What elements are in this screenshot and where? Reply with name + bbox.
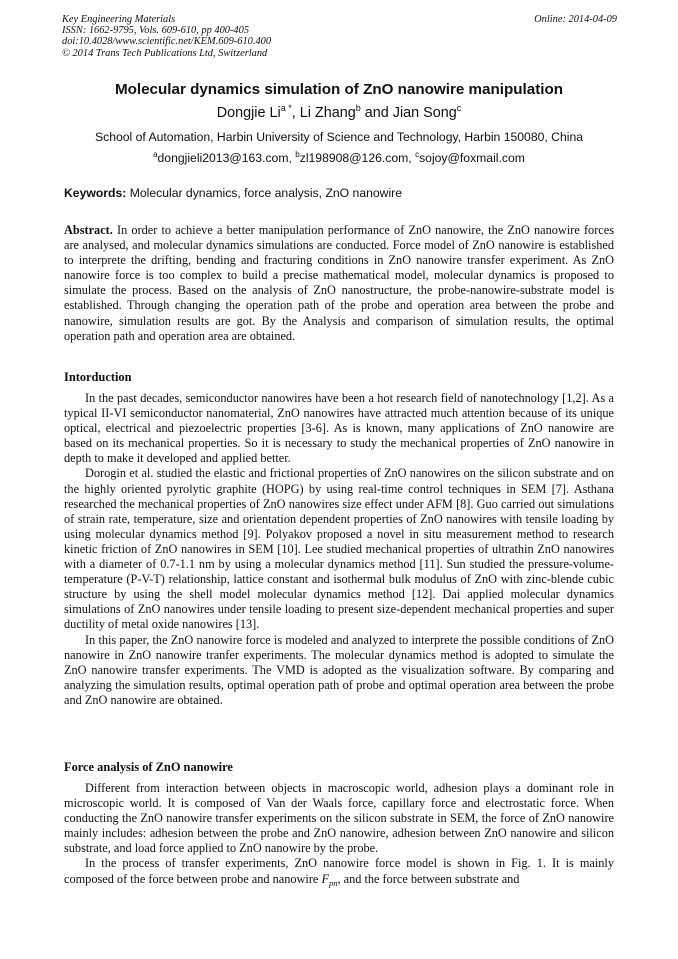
paragraph-text: In the process of transfer experiments, ZnO nanowire force model is shown in Fig. 1. It is mainly composed of the force between probe and nanowire <box>64 856 614 886</box>
section-heading-introduction: Intorduction <box>64 370 132 384</box>
paragraph: Dorogin et al. studied the elastic and frictional properties of ZnO nanowires on the silicon substrate and on the highly oriented pyrolytic graphite (HOPG) by using real-time control techniques in SEM [7]. Asthana researched the mechanical properties of ZnO nanowires size effect under AFM [8]. Guo carried out simulations of strain rate, temperature, size and orientation dependent properties of ZnO nanowires with tensile loading by using molecular dynamics method [9]. Polyakov proposed a novel in situ measurement method to research kinetic friction of ZnO nanowires in SEM [10]. Lee studied mechanical properties of ultrathin ZnO nanowires with a diameter of 0.7-1.1 nm by using a molecular dynamics method [11]. Sun studied the pressure-volume-temperature (P-V-T) relationship, lattice constant and isothermal bulk modulus of ZnO with zinc-blende cubic structure by using the shell model molecular dynamics method [12]. Dai applied molecular dynamics simulations of ZnO nanowires under tensile loading to present size-dependent mechanical properties and super ductility of metal oxide nanowires [13]. <box>64 466 614 632</box>
email-line <box>0 150 678 165</box>
email-mark: a <box>153 150 158 159</box>
email-address: sojoy@foxmail.com <box>419 151 525 165</box>
force-symbol: F <box>321 871 329 886</box>
issn-line: ISSN: 1662-9795, Vols. 609-610, pp 400-405 <box>62 25 250 37</box>
copyright-line: © 2014 Trans Tech Publications Ltd, Switzerland <box>62 47 268 59</box>
introduction-section <box>64 391 614 708</box>
section-heading-force-analysis: Force analysis of ZnO nanowire <box>64 760 233 774</box>
author-affil-mark: b <box>355 103 361 113</box>
force-analysis-section <box>64 781 614 891</box>
author-separator: and <box>360 105 393 121</box>
keywords <box>64 186 402 200</box>
paper-title: Molecular dynamics simulation of ZnO nanowire manipulation <box>114 81 564 98</box>
affiliation: School of Automation, Harbin University of Science and Technology, Harbin 150080, China <box>94 130 583 144</box>
author-line <box>0 103 678 121</box>
journal-header <box>62 14 617 59</box>
paragraph: Different from interaction between objects in macroscopic world, adhesion plays a dominant role in microscopic world. It is composed of Van der Waals force, capillary force and electrostatic force. When conducting the ZnO nanowire transfer experiments on the silicon substrate in SEM, the force of ZnO nanowire mainly includes: adhesion between the probe and ZnO nanowire, adhesion between ZnO nanowire and silicon substrate, and load force applied to ZnO nanowire by the probe. <box>64 781 614 856</box>
paragraph-text: , and the force between substrate and <box>337 871 520 886</box>
paragraph: In this paper, the ZnO nanowire force is modeled and analyzed to interprete the possible conditions of ZnO nanowire in ZnO nanowire tranfer experiments. The molecular dynamics method is adopted to simulate the ZnO nanowire transfer experiments. The VMD is adopted as the visualization software. By comparing and analyzing the simulation results, optimal operation path of probe and optimal operation area between the probe and ZnO nanowire are obtained. <box>64 632 614 707</box>
keywords-text: Molecular dynamics, force analysis, ZnO nanowire <box>126 186 402 200</box>
email-address: dongjieli2013@163.com, <box>157 151 296 165</box>
paragraph: In the past decades, semiconductor nanowires have been a hot research field of nanotechnology [1,2]. As a typical II-VI semiconductor nanomaterial, ZnO nanowires have attracted much attention because of its unique optical, electrical and piezoelectric properties [3-6]. As is known, many applications of ZnO nanowire are based on its mechanical properties. So it is necessary to study the mechanical properties of ZnO nanowire in depth to make it developed and applied better. <box>64 391 614 466</box>
abstract-label: Abstract. <box>64 223 113 237</box>
abstract <box>64 223 614 344</box>
author-affil-mark: c <box>456 103 462 113</box>
email-address: zl198908@126.com, <box>299 151 416 165</box>
journal-name: Key Engineering Materials <box>62 14 176 25</box>
author-separator: , <box>291 105 300 121</box>
author-name: Jian Song <box>392 105 457 121</box>
online-date: Online: 2014-04-09 <box>534 14 617 25</box>
author-affil-mark: a * <box>280 103 292 113</box>
paragraph <box>64 856 614 890</box>
author-name: Li Zhang <box>299 105 356 121</box>
abstract-text: In order to achieve a better manipulation performance of ZnO nanowire, the ZnO nanowire forces are analysed, and molecular dynamics simulations are conducted. Force model of ZnO nanowire is established to interprete the drifting, bending and fracturing conditions in ZnO nanowire transfer experiment. As ZnO nanowire force is too complex to build a precise mathematical model, molecular dynamics is proposed to simulate the process. Based on the analysis of ZnO nanostructure, the probe-nanowire-substrate model is established. Through changing the operation path of the probe and operation area between the probe and nanowire, simulation results are got. By the Analysis and comparison of simulation results, the optimal operation path and operation area are obtained. <box>64 223 614 343</box>
email-mark: b <box>295 150 300 159</box>
email-mark: c <box>415 150 420 159</box>
author-name: Dongjie Li <box>216 105 281 121</box>
force-subscript: pn <box>328 877 338 888</box>
keywords-label: Keywords: <box>64 186 127 200</box>
doi-line: doi:10.4028/www.scientific.net/KEM.609-610.400 <box>62 36 272 48</box>
